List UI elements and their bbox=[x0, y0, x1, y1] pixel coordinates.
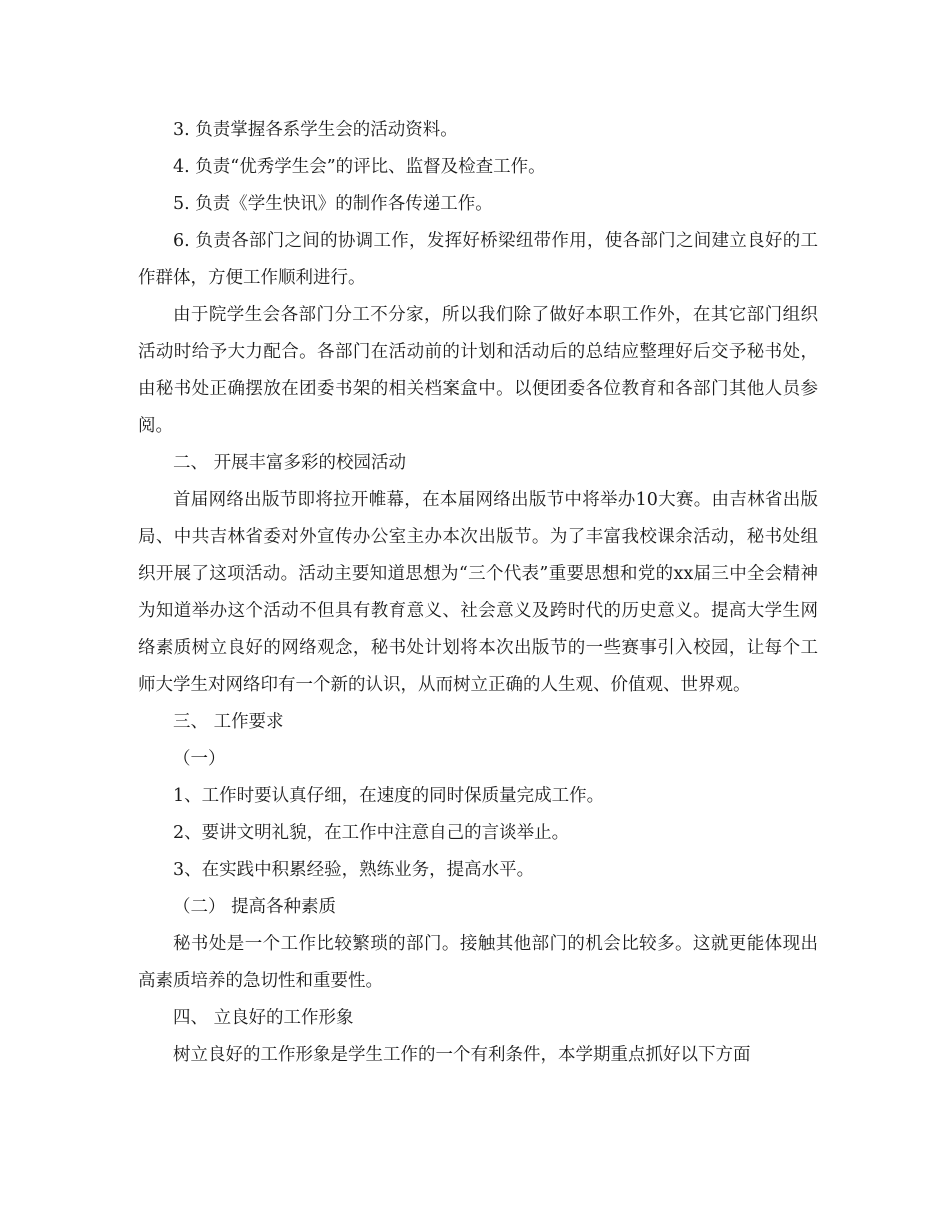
body-paragraph: 由于院学生会各部门分工不分家，所以我们除了做好本职工作外，在其它部门组织活动时给予大力配合。各部门在活动前的计划和活动后的总结应整理好后交予秘书处，由秘书处正确摆放在团委书架的相关档案盒中。以便团委各位教育和各部门其他人员参阅。 bbox=[138, 305, 818, 436]
body-paragraph: 树立良好的工作形象是学生工作的一个有利条件，本学期重点抓好以下方面 bbox=[173, 1045, 751, 1065]
list-item-5: 5. 负责《学生快讯》的制作各传递工作。 bbox=[173, 194, 493, 214]
requirement-item-2: 2、要讲文明礼貌，在工作中注意自己的言谈举止。 bbox=[173, 823, 570, 843]
section-heading-4: 四、 立良好的工作形象 bbox=[173, 1008, 354, 1028]
body-paragraph: 秘书处是一个工作比较繁琐的部门。接触其他部门的机会比较多。这就更能体现出高素质培养的急切性和重要性。 bbox=[138, 934, 818, 991]
body-paragraph: 首届网络出版节即将拉开帷幕，在本届网络出版节中将举办10大赛。由吉林省出版局、中共吉林省委对外宣传办公室主办本次出版节。为了丰富我校课余活动，秘书处组织开展了这项活动。活动主要知道思想为“三个代表”重要思想和党的xx届三中全会精神为知道举办这个活动不但具有教育意义、社会意义及跨时代的历史意义。提高大学生网络素质树立良好的网络观念，秘书处计划将本次出版节的一些赛事引入校园，让每个工师大学生对网络印有一个新的认识，从而树立正确的人生观、价值观、世界观。 bbox=[138, 490, 818, 695]
section-heading-2: 二、 开展丰富多彩的校园活动 bbox=[173, 453, 407, 473]
subsection-heading-2: （二） 提高各种素质 bbox=[173, 897, 337, 917]
document-body bbox=[138, 112, 818, 1074]
requirement-item-3: 3、在实践中积累经验，熟练业务，提高水平。 bbox=[173, 860, 535, 880]
list-item-6: 6. 负责各部门之间的协调工作，发挥好桥梁纽带作用，使各部门之间建立良好的工作群体，方便工作顺利进行。 bbox=[138, 231, 818, 288]
list-item-4: 4. 负责“优秀学生会”的评比、监督及检查工作。 bbox=[173, 157, 546, 177]
section-heading-3: 三、 工作要求 bbox=[173, 712, 284, 732]
requirement-item-1: 1、工作时要认真仔细，在速度的同时保质量完成工作。 bbox=[173, 786, 605, 806]
list-item-3: 3. 负责掌握各系学生会的活动资料。 bbox=[173, 120, 458, 140]
subsection-heading-1: （一） bbox=[173, 749, 226, 769]
